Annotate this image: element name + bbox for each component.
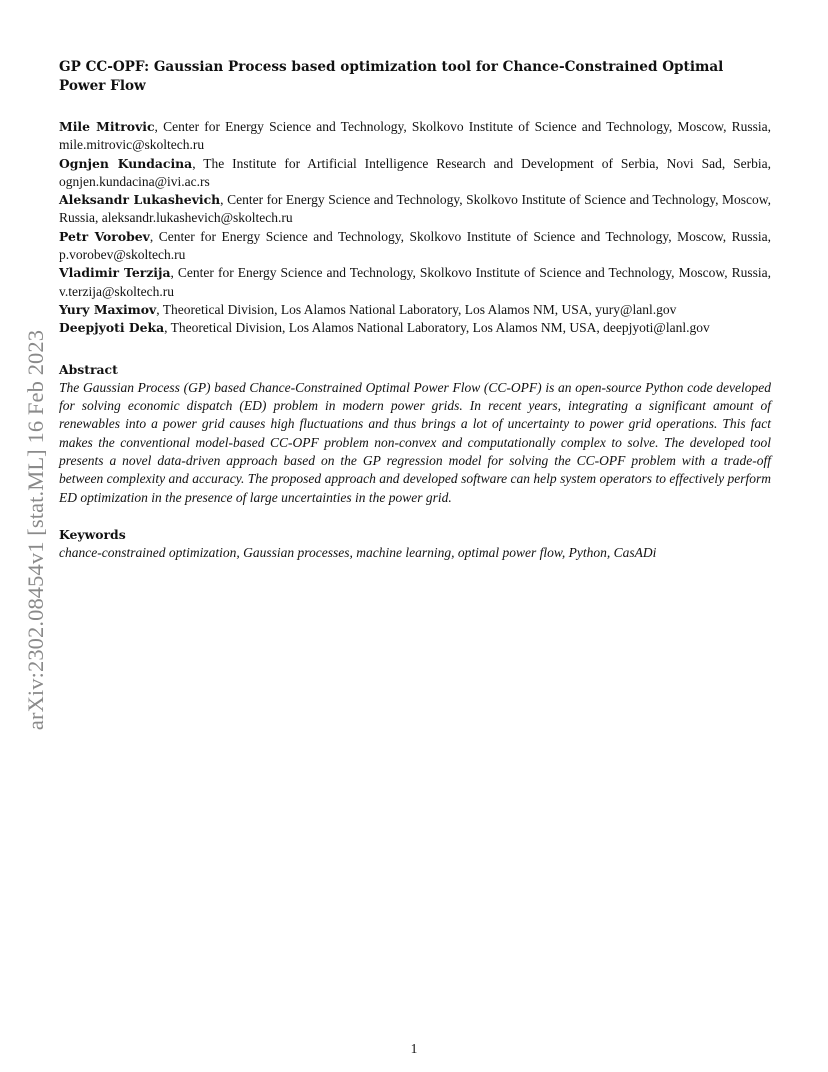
- author-affiliation: , Center for Energy Science and Technology, Skolkovo Institute of Science and Technology, Moscow, Russia, mile.mitrovic@skoltech.ru: [59, 119, 771, 153]
- author-name: Aleksandr Lukashevich: [59, 192, 221, 208]
- author-name: Deepjyoti Deka: [59, 320, 165, 336]
- author-name: Petr Vorobev: [59, 228, 150, 244]
- keywords-heading: Keywords: [59, 526, 126, 542]
- author-entry: [59, 319, 771, 337]
- paper-first-page: [59, 58, 771, 563]
- author-entry: [59, 301, 771, 319]
- author-affiliation: , Center for Energy Science and Technology, Skolkovo Institute of Science and Technology, Moscow, Russia, v.terzija@skoltech.ru: [59, 265, 771, 299]
- abstract-section: [59, 361, 771, 507]
- keywords-text: chance-constrained optimization, Gaussian processes, machine learning, optimal power flow, Python, CasADi: [59, 545, 657, 561]
- author-affiliation: , Center for Energy Science and Technology, Skolkovo Institute of Science and Technology, Moscow, Russia, aleksandr.lukashevich@skoltech.ru: [59, 192, 771, 226]
- author-name: Yury Maximov: [59, 301, 157, 317]
- abstract-heading: Abstract: [59, 361, 118, 377]
- author-name: Ognjen Kundacina: [59, 155, 193, 171]
- author-list: [59, 118, 771, 338]
- keywords-section: [59, 526, 771, 563]
- author-entry: [59, 228, 771, 265]
- author-name: Mile Mitrovic: [59, 119, 155, 134]
- author-entry: [59, 191, 771, 228]
- author-affiliation: , Theoretical Division, Los Alamos National Laboratory, Los Alamos NM, USA, yury@lanl.gov: [156, 301, 677, 317]
- page-number: 1: [410, 1041, 418, 1056]
- author-affiliation: , Theoretical Division, Los Alamos National Laboratory, Los Alamos NM, USA, deepjyoti@lanl.gov: [164, 320, 710, 336]
- author-name: Vladimir Terzija: [59, 265, 171, 281]
- arxiv-identifier-stamp: arXiv:2302.08454v1 [stat.ML] 16 Feb 2023: [23, 329, 48, 731]
- author-affiliation: , The Institute for Artificial Intelligence Research and Development of Serbia, Novi Sad, Serbia, ognjen.kundacina@ivi.ac.rs: [59, 155, 772, 189]
- abstract-text: The Gaussian Process (GP) based Chance-Constrained Optimal Power Flow (CC-OPF) is an open-source Python code developed for solving economic dispatch (ED) problem in modern power grids. In recent years, integrating a significant amount of renewables into a power grid causes high fluctuations and thus brings a lot of uncertainty to power grid operations. This fact makes the conventional model-based CC-OPF problem non-convex and computationally complex to solve. The developed tool presents a novel data-driven approach based on the GP regression model for solving the CC-OPF problem with a trade-off between complexity and accuracy. The proposed approach and developed software can help system operators to effectively perform ED optimization in the presence of large uncertainties in the power grid.: [59, 379, 771, 505]
- author-entry: [59, 118, 771, 155]
- author-entry: [59, 155, 771, 192]
- author-affiliation: , Center for Energy Science and Technology, Skolkovo Institute of Science and Technology, Moscow, Russia, p.vorobev@skoltech.ru: [59, 228, 771, 263]
- author-entry: [59, 264, 771, 301]
- paper-title: GP CC-OPF: Gaussian Process based optimization tool for Chance-Constrained Optimal Power Flow: [59, 59, 724, 94]
